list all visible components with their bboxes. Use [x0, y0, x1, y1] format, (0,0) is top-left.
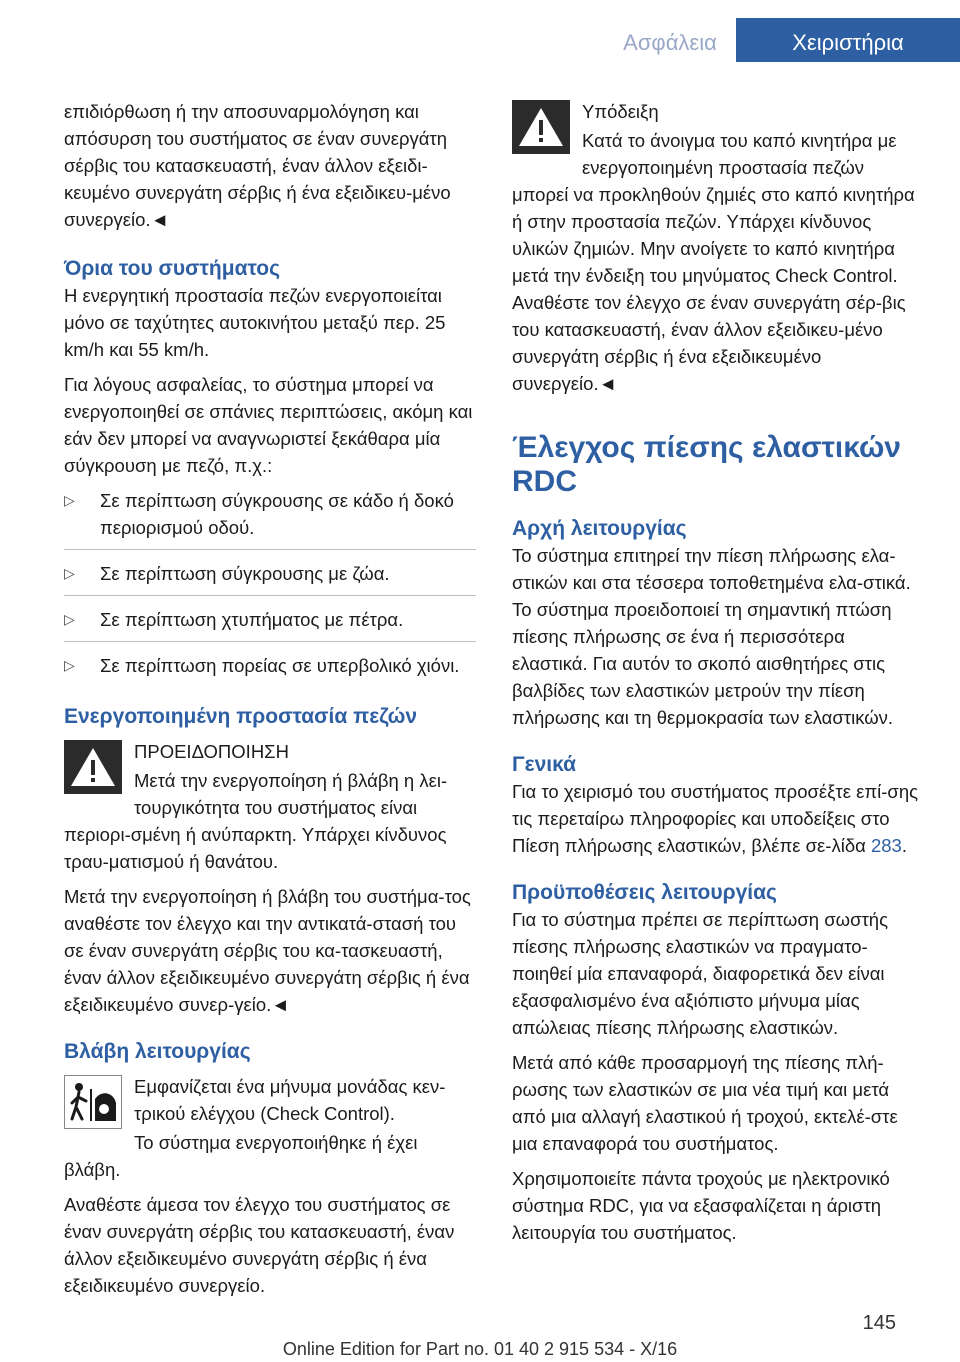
note-block — [512, 98, 924, 397]
right-column — [512, 98, 924, 1254]
prerequisites-paragraph-1: Για το σύστημα πρέπει σε περίπτωση σωστής πίεσης πλήρωσης ελαστικών να πραγματο-ποιηθεί μία επαναφορά, διαφορετικά δεν είναι εξασφαλισμένο ένα αξιόπιστο μήνυμα μίας απώλειας πίεσης πλήρωσης ελαστικών. — [512, 909, 888, 1038]
warning-title: ΠΡΟΕΙΔΟΠΟΙΗΣΗ — [134, 741, 289, 762]
intro-paragraph: επιδιόρθωση ή την αποσυναρμολόγηση και απόσυρση του συστήματος σε έναν συνεργάτη σέρβις του κατασκευαστή, έναν άλλον εξειδι-κευμένο συνεργάτη σέρβις ή ένα εξειδικευ-μένο συνεργείο.◄ — [64, 101, 451, 230]
warning-text-2: Μετά την ενεργοποίηση ή βλάβη του συστήμα-τος αναθέστε τον έλεγχο και την αντικατά-στασή του σε έναν συνεργάτη σέρβις του κα-τασκευαστή, έναν άλλον εξειδικευμένο συνεργάτη σέρβις ή ένα εξειδικευμένο συνερ-γείο.◄ — [64, 886, 471, 1015]
list-item: ▷ Σε περίπτωση πορείας σε υπερβολικό χιόνι. — [64, 652, 476, 687]
note-title: Υπόδειξη — [582, 101, 659, 122]
edition-note: Online Edition for Part no. 01 40 2 915 534 - X/16 — [282, 1339, 678, 1359]
limits-list — [64, 487, 476, 687]
principle-paragraph: Το σύστημα επιτηρεί την πίεση πλήρωσης ελα-στικών και στα τέσσερα τοποθετημένα ελα-στικά. Το σύστημα προειδοποιεί τη σημαντική πτώση πίεσης πλήρωσης σε ένα ή περισσότερα ελαστικά. Για αυτόν το σκοπό αισθητήρες στις βαλβίδες των ελαστικών μετρούν την πίεση πλήρωσης και τη θερμοκρασία των ελαστικών. — [512, 545, 911, 728]
malfunction-paragraph-2: Το σύστημα ενεργοποιήθηκε ή έχει βλάβη. — [64, 1132, 418, 1180]
limits-paragraph-2: Για λόγους ασφαλείας, το σύστημα μπορεί να ενεργοποιηθεί σε σπάνιες περιπτώσεις, ακόμη και εάν δεν μπορεί να αναγνωριστεί ξεκάθαρα μία σύγκρουση με πεζό, π.χ.: — [64, 374, 473, 476]
bullet-triangle-icon: ▷ — [64, 565, 75, 581]
warning-block — [64, 738, 476, 1018]
list-item: ▷ Σε περίπτωση χτυπήματος με πέτρα. — [64, 606, 476, 642]
tab-safety[interactable]: Ασφάλεια — [623, 30, 717, 55]
malfunction-paragraph-3: Αναθέστε άμεσα τον έλεγχο του συστήματος σε έναν συνεργάτη σέρβις του κατασκευαστή, έναν άλλον εξειδικευμένο συνεργάτη σέρβις ή ένα εξειδικευμένο συνεργείο. — [64, 1194, 455, 1296]
bullet-triangle-icon: ▷ — [64, 611, 75, 627]
malfunction-heading: Βλάβη λειτουργίας — [64, 1040, 251, 1063]
warning-triangle-icon — [64, 740, 122, 794]
limits-heading: Όρια του συστήματος — [64, 257, 281, 280]
page-reference-link[interactable]: 283 — [870, 835, 902, 856]
page-number: 145 — [862, 1312, 896, 1334]
list-item: ▷ Σε περίπτωση σύγκρουσης σε κάδο ή δοκό περιορισμού οδού. — [64, 487, 476, 550]
list-item: ▷ Σε περίπτωση σύγκρουσης με ζώα. — [64, 560, 476, 596]
prerequisites-paragraph-2: Μετά από κάθε προσαρμογή της πίεσης πλή-ρωσης των ελαστικών σε μια νέα τιμή και μετά από μια αλλαγή ελαστικού ή τροχού, εκτελέ-στε μια επαναφορά του συστήματος. — [512, 1052, 898, 1154]
prerequisites-heading: Προϋποθέσεις λειτουργίας — [512, 881, 777, 904]
principle-heading: Αρχή λειτουργίας — [512, 517, 687, 540]
pedestrian-protection-icon — [64, 1075, 122, 1129]
warning-text: Μετά την ενεργοποίηση ή βλάβη η λει-τουργικότητα του συστήματος είναι περιορι-σμένη ή ανύπαρκτη. Υπάρχει κίνδυνος τραυ-ματισμού ή θανάτου. — [64, 770, 448, 872]
prerequisites-paragraph-3: Χρησιμοποιείτε πάντα τροχούς με ηλεκτρονικό σύστημα RDC, για να εξασφαλίζεται η άριστη λειτουργία του συστήματος. — [512, 1168, 890, 1243]
general-paragraph: Για το χειρισμό του συστήματος προσέξτε επί-σης τις περεταίρω πληροφορίες και υποδείξεις στο Πίεση πλήρωσης ελαστικών, βλέπε σε-λίδα 283. — [512, 781, 919, 856]
warning-triangle-icon — [512, 100, 570, 154]
page-footer — [0, 1312, 960, 1362]
activated-heading: Ενεργοποιημένη προστασία πεζών — [64, 705, 418, 728]
left-column — [64, 98, 476, 1307]
page-header — [0, 0, 960, 62]
rdc-heading: Έλεγχος πίεσης ελαστικών RDC — [512, 431, 901, 498]
general-heading: Γενικά — [512, 753, 577, 776]
malfunction-paragraph-1: Εμφανίζεται ένα μήνυμα μονάδας κεν-τρικού ελέγχου (Check Control). — [134, 1076, 446, 1124]
note-text: Κατά το άνοιγμα του καπό κινητήρα με ενεργοποιημένη προστασία πεζών μπορεί να προκληθούν ζημιές στο καπό κινητήρα ή στην προστασία πεζών. Υπάρχει κίνδυνος υλικών ζημιών. Μην ανοίγετε το καπό κινητήρα μετά την ένδειξη του μηνύματος Check Control. Αναθέστε τον έλεγχο σε έναν συνεργάτη σέρ-βις του κατασκευαστή, έναν άλλον εξειδικευ-μένο συνεργάτη σέρβις ή ένα εξειδικευμένο συνεργείο.◄ — [512, 130, 915, 394]
limits-paragraph-1: Η ενεργητική προστασία πεζών ενεργοποιείται μόνο σε ταχύτητες αυτοκινήτου μεταξύ περ. 25 km/h και 55 km/h. — [64, 285, 446, 360]
bullet-triangle-icon: ▷ — [64, 492, 75, 508]
bullet-triangle-icon: ▷ — [64, 657, 75, 673]
tab-controls[interactable]: Χειριστήρια — [736, 18, 960, 62]
